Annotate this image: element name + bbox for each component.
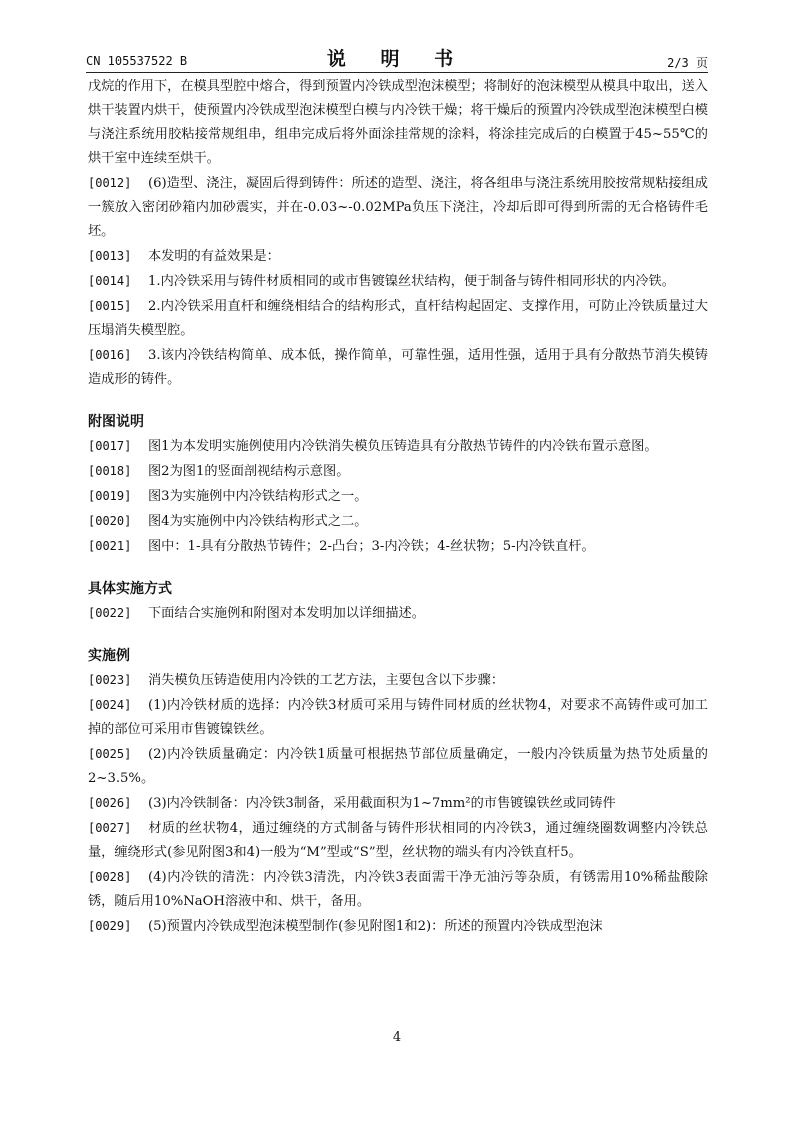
paragraph-text: 材质的丝状物4，通过缠绕的方式制备与铸件形状相同的内冷铁3，通过缠绕圈数调整内冷铁总量，缠绕形式(参见附图3和4)一般为“M”型或“S”型，丝状物的端头有内冷铁直杆5。 — [88, 821, 708, 860]
paragraph-number: [0028] — [88, 870, 132, 884]
paragraph-number: [0020] — [88, 514, 132, 528]
page-indicator: 2/3 页 — [667, 56, 708, 70]
paragraph-text: (4)内冷铁的清洗：内冷铁3清洗，内冷铁3表面需干净无油污等杂质，有锈需用10%稀盐酸除锈，随后用10%NaOH溶液中和、烘干，备用。 — [88, 870, 708, 909]
paragraph — [88, 914, 708, 939]
section-heading: 实施例 — [88, 648, 130, 664]
paragraph-number: [0025] — [88, 747, 132, 761]
paragraph — [88, 75, 708, 171]
paragraph-text: (1)内冷铁材质的选择：内冷铁3材质可采用与铸件同材质的丝状物4，对要求不高铸件或可加工掉的部位可采用市售镀镍铁丝。 — [88, 698, 708, 737]
paragraph — [88, 171, 708, 244]
paragraph-number: [0017] — [88, 439, 132, 453]
paragraph — [88, 816, 708, 865]
paragraph-text: 图4为实施例中内冷铁结构形式之二。 — [148, 514, 368, 529]
paragraph — [88, 865, 708, 914]
paragraph-number: [0026] — [88, 796, 132, 810]
paragraph-text: (5)预置内冷铁成型泡沫模型制作(参见附图1和2)：所述的预置内冷铁成型泡沫 — [148, 919, 603, 934]
paragraph — [88, 294, 708, 343]
paragraph-number: [0029] — [88, 919, 132, 933]
paragraph — [88, 434, 708, 459]
paragraph — [88, 484, 708, 509]
paragraph — [88, 269, 708, 294]
paragraph-text: 1.内冷铁采用与铸件材质相同的或市售镀镍丝状结构，便于制备与铸件相同形状的内冷铁。 — [148, 274, 675, 289]
paragraph-number: [0014] — [88, 274, 132, 288]
section-heading: 附图说明 — [88, 414, 144, 430]
page-number: 4 — [392, 1030, 402, 1045]
paragraph — [88, 244, 708, 269]
paragraph-text: (2)内冷铁质量确定：内冷铁1质量可根据热节部位质量确定，一般内冷铁质量为热节处质量的2~3.5%。 — [88, 747, 708, 786]
paragraph-text: 3.该内冷铁结构简单、成本低，操作简单，可靠性强，适用性强，适用于具有分散热节消失模铸造成形的铸件。 — [88, 348, 708, 387]
paragraph-number: [0015] — [88, 299, 132, 313]
paragraph-number: [0016] — [88, 348, 132, 362]
paragraph — [88, 791, 708, 816]
paragraph-text: 下面结合实施例和附图对本发明加以详细描述。 — [148, 606, 425, 621]
paragraph-text: (6)造型、浇注，凝固后得到铸件：所述的造型、浇注，将各组串与浇注系统用胶按常规粘接组成一簇放入密闭砂箱内加砂震实，并在-0.03~-0.02MPa负压下浇注，冷却后即可得到所需的无合格铸件毛坯。 — [88, 176, 708, 239]
paragraph-number: [0018] — [88, 464, 132, 478]
paragraph-text: 图2为图1的竖面剖视结构示意图。 — [148, 464, 350, 479]
section-heading: 具体实施方式 — [88, 581, 172, 597]
patent-number: CN 105537522 B — [86, 54, 188, 68]
paragraph-number: [0013] — [88, 249, 132, 263]
paragraph-number: [0027] — [88, 821, 132, 835]
paragraph-text: 图3为实施例中内冷铁结构形式之一。 — [148, 489, 368, 504]
paragraph-number: [0021] — [88, 539, 132, 553]
paragraph-text: 图中：1-具有分散热节铸件；2-凸台；3-内冷铁；4-丝状物；5-内冷铁直杆。 — [148, 539, 595, 554]
page-header — [86, 44, 708, 72]
paragraph — [88, 343, 708, 392]
paragraph-text: 戊烷的作用下，在模具型腔中熔合，得到预置内冷铁成型泡沫模型；将制好的泡沫模型从模具中取出，送入烘干装置内烘干，使预置内冷铁成型泡沫模型白模与内冷铁干燥；将干燥后的预置内冷铁成型泡沫模型白模与浇注系统用胶粘接常规组串，组串完成后将外面涂挂常规的涂料，将涂挂完成后的白模置于45~55℃的烘干室中连续至烘干。 — [88, 79, 708, 166]
paragraph-number: [0019] — [88, 489, 132, 503]
document-body — [88, 75, 708, 939]
paragraph-number: [0022] — [88, 606, 132, 620]
paragraph-text: (3)内冷铁制备：内冷铁3制备，采用截面积为1~7mm²的市售镀镍铁丝或同铸件 — [148, 796, 616, 811]
paragraph-text: 消失模负压铸造使用内冷铁的工艺方法，主要包含以下步骤： — [148, 673, 505, 688]
paragraph — [88, 534, 708, 559]
paragraph — [88, 693, 708, 742]
document-title: 说 明 书 — [326, 48, 468, 70]
paragraph-text: 图1为本发明实施例使用内冷铁消失模负压铸造具有分散热节铸件的内冷铁布置示意图。 — [148, 439, 658, 454]
paragraph-number: [0023] — [88, 673, 132, 687]
paragraph-number: [0024] — [88, 698, 132, 712]
paragraph-number: [0012] — [88, 176, 132, 190]
paragraph — [88, 459, 708, 484]
paragraph — [88, 742, 708, 791]
paragraph — [88, 509, 708, 534]
header-rule — [86, 72, 708, 73]
paragraph-text: 本发明的有益效果是： — [148, 249, 280, 264]
paragraph — [88, 601, 708, 626]
paragraph — [88, 668, 708, 693]
paragraph-text: 2.内冷铁采用直杆和缠绕相结合的结构形式，直杆结构起固定、支撑作用，可防止冷铁质量过大压塌消失模型腔。 — [88, 299, 708, 338]
